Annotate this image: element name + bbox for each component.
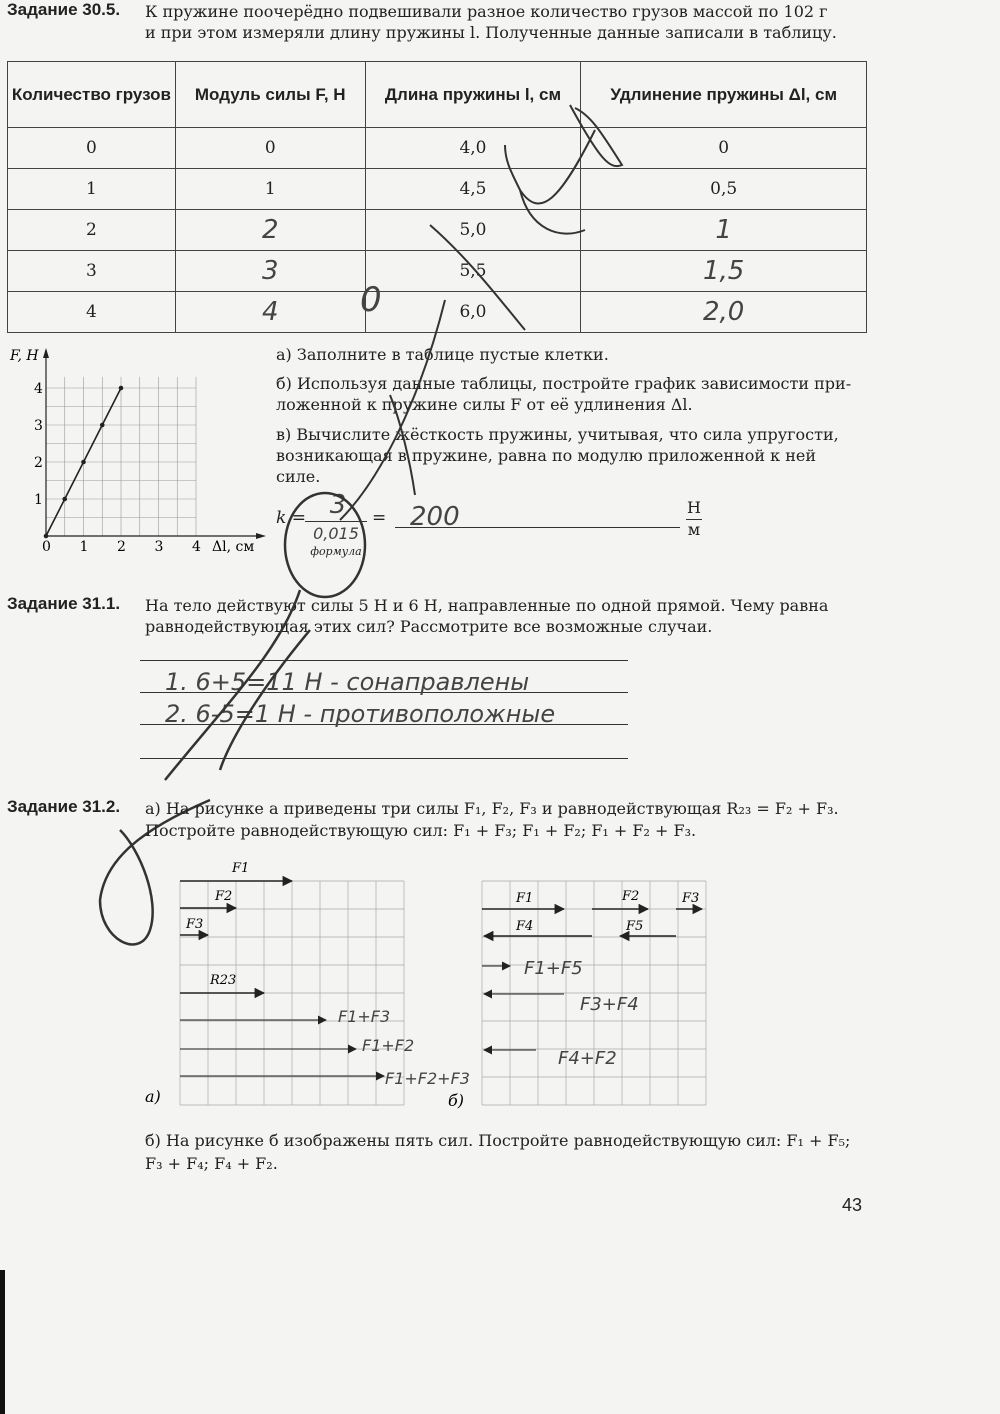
label-f2: F2 [622,889,640,904]
cell-extension-handwritten: 1,5 [581,251,867,292]
task-30-5-text-1: К пружине поочерёдно подвешивали разное количество грузов массой по 102 г [145,2,828,21]
page-number: 43 [842,1195,863,1215]
x-tick-label: 2 [117,539,126,555]
figure-a [130,850,480,1115]
cell-force: 1 [175,169,365,210]
question-c-line-2: возникающая в пружине, равна по модулю приложенной к ней [276,446,816,465]
figure-b [440,850,710,1115]
figure-a-caption: а) [145,1087,161,1106]
question-b-line-1: б) Используя данные таблицы, постройте график зависимости при- [276,374,852,393]
figure-b-caption: б) [448,1091,465,1110]
cell-force-handwritten: 2 [175,210,365,251]
cell-length: 5,5 [365,251,581,292]
handwritten-zero-mark: 0 [360,280,382,320]
y-tick-label: 1 [34,492,43,508]
label-f3: F3 [682,891,700,906]
cell-length: 4,0 [365,128,581,169]
cell-extension: 0,5 [581,169,867,210]
formula-caption: формула [310,545,362,558]
label-f4: F4 [516,919,534,934]
unit-numerator: Н [687,498,701,517]
question-a: а) Заполните в таблице пустые клетки. [276,345,609,364]
label-f3: F3 [186,917,204,932]
formula-equals: = [372,508,387,528]
label-f1: F1 [516,891,534,906]
col-header-length: Длина пружины l, см [365,62,581,128]
col-header-extension: Удлинение пружины Δl, см [581,62,867,128]
label-r23: R23 [210,973,237,988]
task-31-1-text-1: На тело действуют силы 5 Н и 6 Н, направленные по одной прямой. Чему равна [145,596,829,615]
task-31-2-text-a-1: а) На рисунке а приведены три силы F₁, F₂, F₃ и равнодействующая R₂₃ = F₂ + F₃. [145,799,839,818]
task-30-5-label: Задание 30.5. [7,0,121,19]
y-axis-label: F, Н [10,348,39,364]
hand-label-f4f2: F4+F2 [558,1048,617,1069]
hand-label-f1f5: F1+F5 [524,958,583,979]
formula-k: k = [276,508,306,528]
question-c-line-3: силе. [276,467,321,486]
task-31-1-text-2: равнодействующая этих сил? Рассмотрите все возможные случаи. [145,617,713,636]
cell-force-handwritten: 3 [175,251,365,292]
hand-label-f1f3: F1+F3 [338,1007,391,1026]
cell-extension-handwritten: 1 [581,210,867,251]
unit-denominator: м [687,520,701,539]
hand-label-f1f2: F1+F2 [362,1036,415,1055]
cell-force: 0 [175,128,365,169]
cell-extension-handwritten: 2,0 [581,292,867,333]
cell-length: 4,5 [365,169,581,210]
hand-label-f3f4: F3+F4 [580,994,639,1015]
task-31-2-text-b-2: F₃ + F₄; F₄ + F₂. [145,1154,278,1173]
cell-loads: 3 [8,251,176,292]
cell-loads: 0 [8,128,176,169]
x-axis-label: Δl, см [212,539,255,555]
x-tick-label: 3 [154,539,164,555]
cell-loads: 1 [8,169,176,210]
label-f5: F5 [626,919,644,934]
y-tick-label: 2 [34,455,43,471]
handwritten-answer-2: 2. 6-5=1 Н - противоположные [165,700,556,728]
task-31-2-label: Задание 31.2. [7,797,121,816]
task-31-2-text-a-2: Постройте равнодействующую сил: F₁ + F₃; F₁ + F₂; F₁ + F₂ + F₃. [145,821,697,840]
question-b-line-2: ложенной к пружине силы F от её удлинения Δl. [276,395,693,414]
formula-denominator: 0,015 [313,524,359,543]
formula-result: 200 [410,502,460,532]
cell-force-handwritten: 4 [175,292,365,333]
x-tick-label: 0 [42,539,51,555]
cell-extension: 0 [581,128,867,169]
col-header-loads: Количество грузов [8,62,176,128]
label-f2: F2 [215,889,233,904]
hand-label-f1f2f3: F1+F2+F3 [385,1069,470,1088]
scan-edge [0,1270,5,1414]
formula-numerator: 3 [329,490,347,520]
cell-length: 6,0 [365,292,581,333]
col-header-force: Модуль силы F, Н [175,62,365,128]
figure-b-grid [482,881,706,1105]
x-tick-label: 4 [192,539,201,555]
y-tick-label: 3 [34,418,43,434]
question-c-line-1: в) Вычислите жёсткость пружины, учитывая, что сила упругости, [276,425,839,444]
cell-loads: 2 [8,210,176,251]
task-31-1-label: Задание 31.1. [7,594,121,613]
label-f1: F1 [232,861,250,876]
task-30-5-text-2: и при этом измеряли длину пружины l. Полученные данные записали в таблицу. [145,23,837,42]
handwritten-answer-1: 1. 6+5=11 Н - сонаправлены [165,668,530,696]
cell-loads: 4 [8,292,176,333]
y-tick-label: 4 [34,381,43,397]
task-31-2-text-b-1: б) На рисунке б изображены пять сил. Постройте равнодействующую сил: F₁ + F₅; [145,1131,851,1150]
x-tick-label: 1 [79,539,89,555]
cell-length: 5,0 [365,210,581,251]
